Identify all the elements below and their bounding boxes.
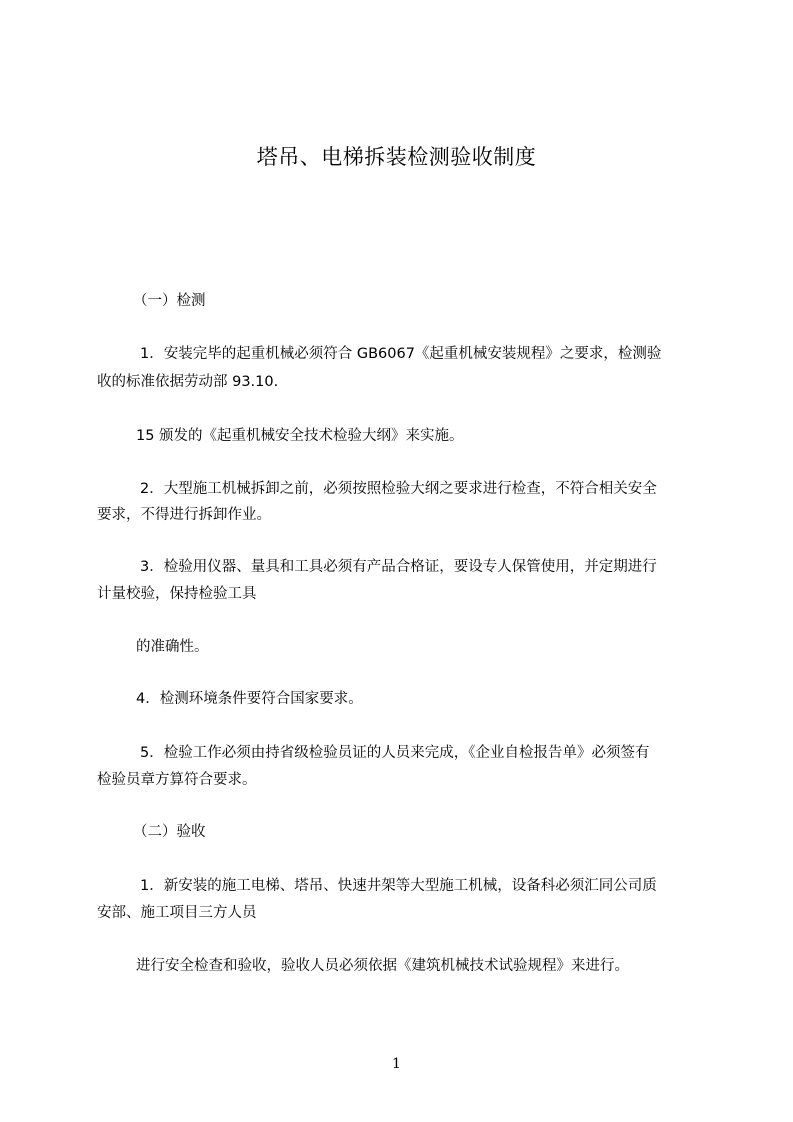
paragraph-line: 4．检测环境条件要符合国家要求。 <box>136 691 363 707</box>
paragraph-line: 检验员章方算符合要求。 <box>97 772 257 788</box>
paragraph-line: 进行安全检查和验收，验收人员必须依据《建筑机械技术试验规程》来进行。 <box>136 958 629 974</box>
paragraph-line: 1．新安装的施工电梯、塔吊、快速井架等大型施工机械，设备科必须汇同公司质 <box>140 878 657 894</box>
page-number: 1 <box>392 1056 401 1072</box>
paragraph-line: 2．大型施工机械拆卸之前，必须按照检验大纲之要求进行检查，不符合相关安全 <box>140 481 657 497</box>
section-heading-acceptance: （二）验收 <box>133 824 206 840</box>
paragraph-line: 的准确性。 <box>136 639 209 655</box>
paragraph-line: 安部、施工项目三方人员 <box>97 905 257 921</box>
section-heading-inspection: （一）检测 <box>133 293 206 309</box>
document-title: 塔吊、电梯拆装检测验收制度 <box>256 145 537 169</box>
paragraph-line: 计量校验，保持检验工具 <box>97 586 257 602</box>
paragraph-line: 收的标准依据劳动部 93.10. <box>97 374 279 390</box>
paragraph-line: 3．检验用仪器、量具和工具必须有产品合格证，要设专人保管使用，并定期进行 <box>140 559 657 575</box>
paragraph-line: 5．检验工作必须由持省级检验员证的人员来完成，《企业自检报告单》必须签有 <box>140 745 650 761</box>
paragraph-line: 15 颁发的《起重机械安全技术检验大纲》来实施。 <box>136 428 464 444</box>
paragraph-line: 1．安装完毕的起重机械必须符合 GB6067《起重机械安装规程》之要求，检测验 <box>140 346 662 362</box>
paragraph-line: 要求，不得进行拆卸作业。 <box>97 507 271 523</box>
